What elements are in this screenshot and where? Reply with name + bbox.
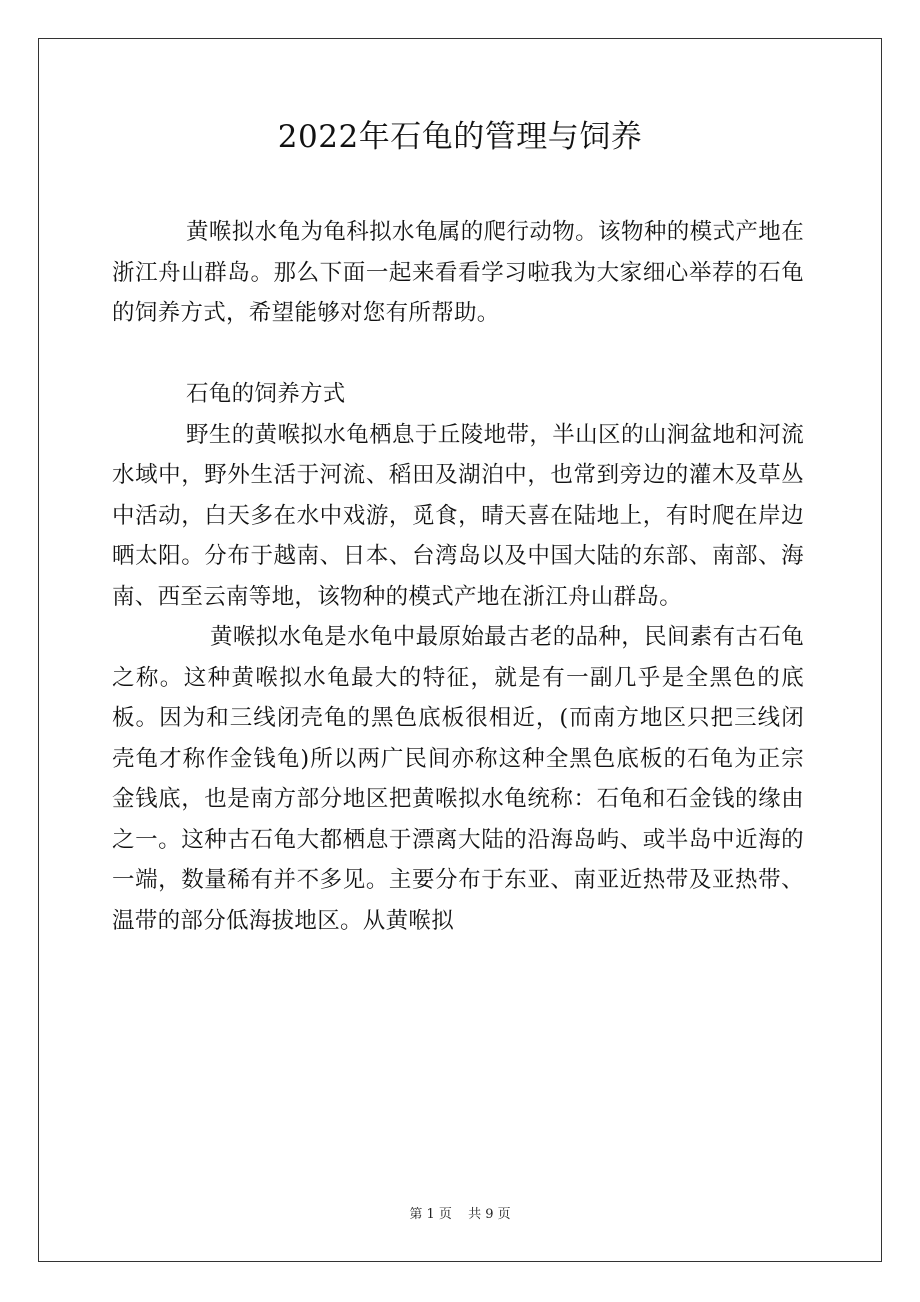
intro-paragraph: 黄喉拟水龟为龟科拟水龟属的爬行动物。该物种的模式产地在浙江舟山群岛。那么下面一起来看看学习啦我为大家细心举荐的石龟的饲养方式，希望能够对您有所帮助。 [112, 219, 804, 326]
habitat-paragraph: 野生的黄喉拟水龟栖息于丘陵地带，半山区的山涧盆地和河流水域中，野外生活于河流、稻田及湖泊中，也常到旁边的灌木及草丛中活动，白天多在水中戏游，觅食，晴天喜在陆地上，有时爬在岸边晒太阳。分布于越南、日本、台湾岛以及中国大陆的东部、南部、海南、西至云南等地，该物种的模式产地在浙江舟山群岛。 [112, 421, 804, 610]
page-total: 共 9 页 [468, 1207, 511, 1222]
history-paragraph: 黄喉拟水龟是水龟中最原始最古老的品种，民间素有古石龟之称。这种黄喉拟水龟最大的特征，就是有一副几乎是全黑色的底板。因为和三线闭壳龟的黑色底板很相近，(而南方地区只把三线闭壳龟才称作金钱龟)所以两广民间亦称这种全黑色底板的石龟为正宗金钱底，也是南方部分地区把黄喉拟水龟统称：石龟和石金钱的缘由之一。这种古石龟大都栖息于漂离大陆的沿海岛屿、或半岛中近海的一端，数量稀有并不多见。主要分布于东亚、南亚近热带及亚热带、温带的部分低海拔地区。从黄喉拟 [112, 624, 804, 934]
document-title: 2022年石龟的管理与饲养 [277, 119, 643, 155]
document-body [112, 212, 804, 941]
paragraph-spacer [112, 334, 804, 375]
page-footer [0, 1206, 920, 1224]
page-number: 第 1 页 [409, 1207, 452, 1222]
section-heading: 石龟的饲养方式 [186, 381, 346, 407]
